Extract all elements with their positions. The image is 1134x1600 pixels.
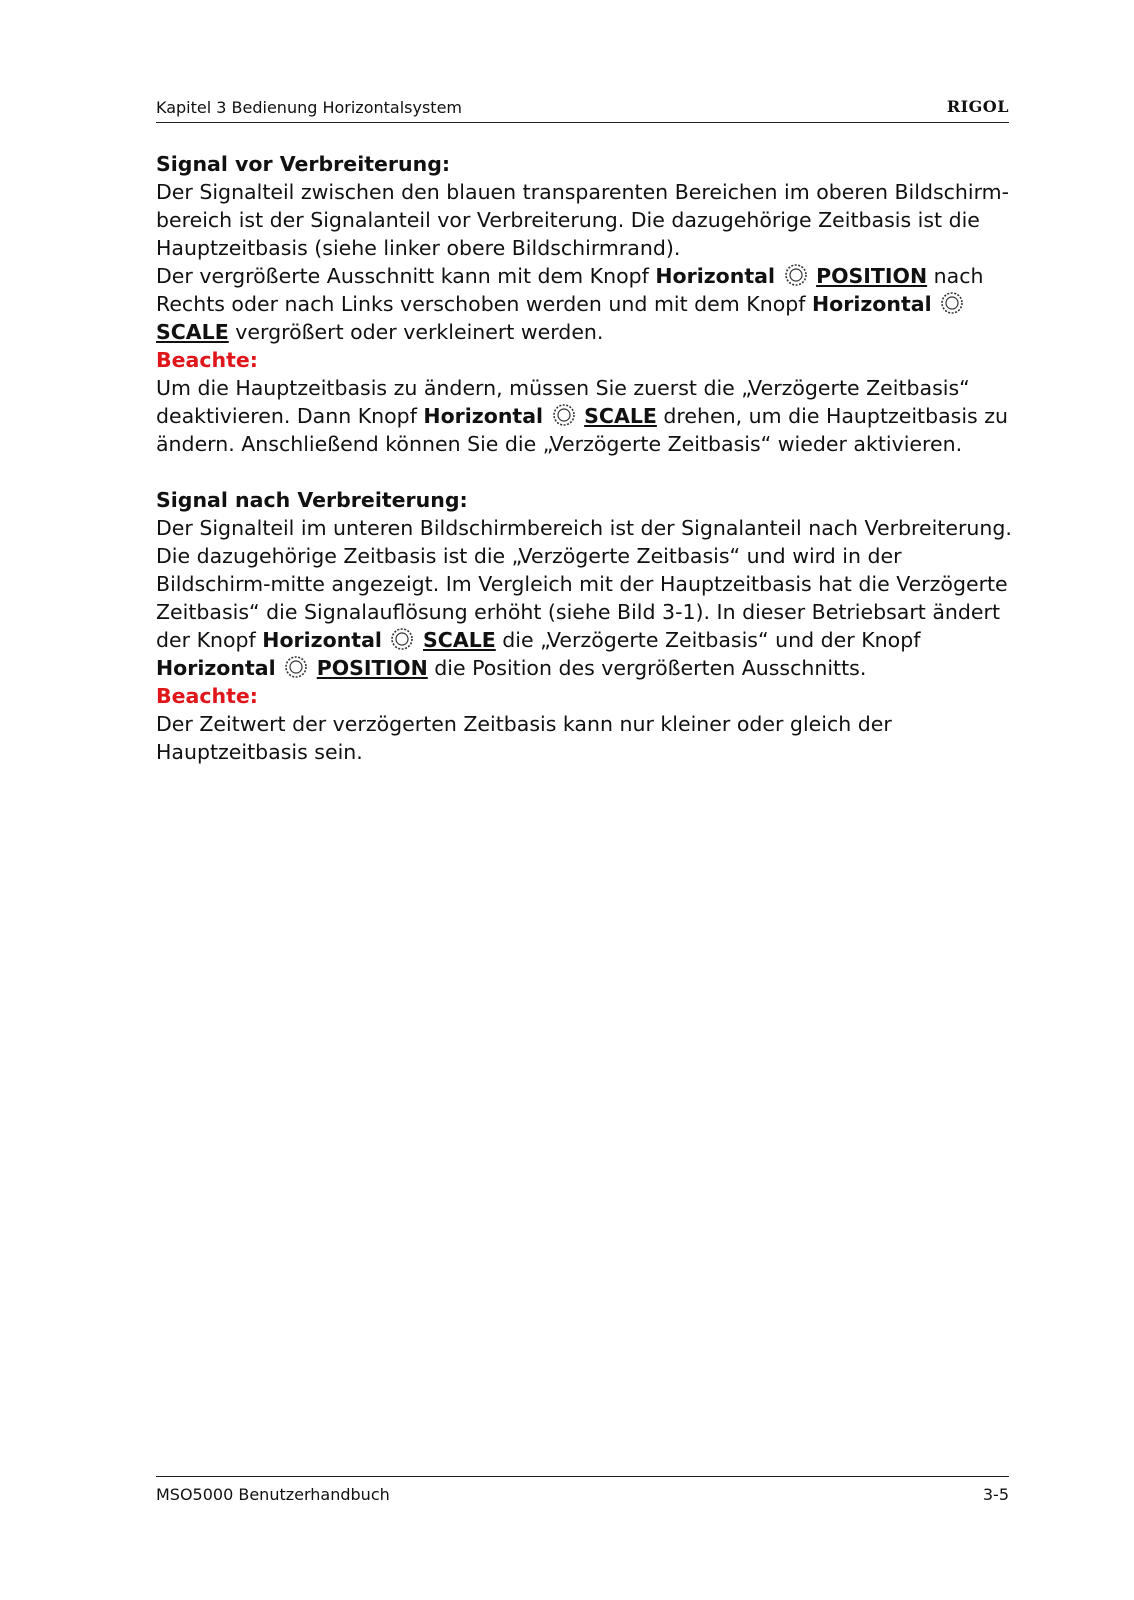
- text-run: die „Verzögerte Zeitbasis“ und der Knopf: [495, 628, 921, 652]
- paragraph: [156, 514, 1016, 682]
- knob-function: SCALE: [423, 628, 496, 652]
- knob-icon: [784, 263, 808, 287]
- paragraph: Der Zeitwert der verzögerten Zeitbasis kann nur kleiner oder gleich der Hauptzeitbasis sein.: [156, 712, 892, 764]
- text-run: nach Rechts oder nach Links verschoben werden und mit dem Knopf: [156, 264, 984, 316]
- knob-name: Horizontal: [423, 404, 544, 428]
- page-header: [156, 92, 1009, 123]
- page-number: 3-5: [982, 1485, 1009, 1504]
- text-run: Der vergrößerte Ausschnitt kann mit dem Knopf: [156, 264, 656, 288]
- knob-function: POSITION: [816, 264, 928, 288]
- knob-name: Horizontal: [655, 264, 776, 288]
- brand-logo: RIGOL: [946, 97, 1009, 116]
- paragraph: Der Signalteil zwischen den blauen transparenten Bereichen im oberen Bildschirm-bereich ist der Signalanteil vor Verbreiterung. Die dazugehörige Zeitbasis ist die Hauptzeitbasis (siehe linker obere Bildschirmrand).: [156, 180, 1010, 260]
- knob-function: SCALE: [584, 404, 657, 428]
- paragraph: [156, 374, 1016, 458]
- page-content: [156, 150, 1016, 766]
- section-heading: Signal vor Verbreiterung:: [156, 152, 451, 176]
- page-footer: [156, 1476, 1009, 1504]
- knob-name: Horizontal: [812, 292, 932, 316]
- manual-title: MSO5000 Benutzerhandbuch: [156, 1485, 390, 1504]
- note-label: Beachte:: [156, 684, 259, 708]
- section-heading: Signal nach Verbreiterung:: [156, 488, 468, 512]
- text-run: Um die Hauptzeitbasis zu ändern, müssen Sie zuerst die „Verzögerte Zeitbasis“ deaktivieren. Dann Knopf: [156, 376, 970, 428]
- knob-icon: [390, 627, 414, 651]
- knob-icon: [284, 655, 308, 679]
- text-run: vergrößert oder verkleinert werden.: [228, 320, 604, 344]
- text-run: Der Signalteil im unteren Bildschirmbereich ist der Signalanteil nach Verbreiterung. Die dazugehörige Zeitbasis ist die „Verzögerte Zeitbasis“ und wird in der Bildschirm-mitte angezeigt. Im Vergleich mit der Hauptzeitbasis hat die Verzögerte Zeitbasis“ die Signalauflösung erhöht (siehe Bild 3-1). In dieser Betriebsart ändert der Knopf: [156, 516, 1012, 652]
- text-run: drehen, um die Hauptzeitbasis zu ändern. Anschließend können Sie die „Verzögerte Zeitbasis“ wieder aktivieren.: [156, 404, 1008, 456]
- note-label: Beachte:: [156, 348, 259, 372]
- paragraph: [156, 262, 1016, 346]
- knob-function: SCALE: [156, 320, 229, 344]
- knob-icon: [940, 291, 964, 315]
- knob-icon: [552, 403, 576, 427]
- knob-name: Horizontal: [262, 628, 382, 652]
- text-run: die Position des vergrößerten Ausschnitts.: [427, 656, 867, 680]
- knob-function: POSITION: [316, 656, 428, 680]
- chapter-title: Kapitel 3 Bedienung Horizontalsystem: [156, 98, 462, 117]
- knob-name: Horizontal: [156, 656, 276, 680]
